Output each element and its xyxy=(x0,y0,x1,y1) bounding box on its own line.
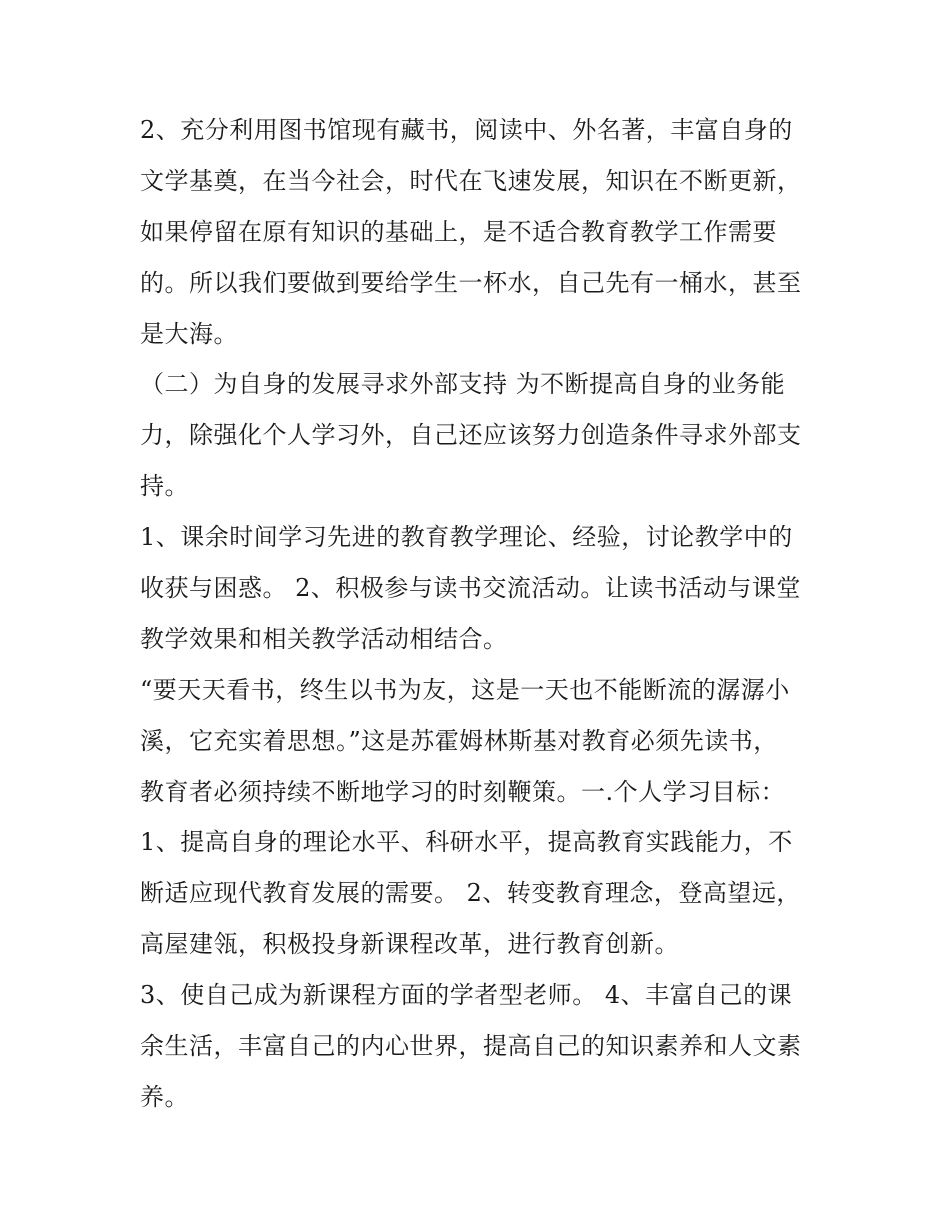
text-line: “要天天看书，终生以书为友，这是一天也不能断流的潺潺小 xyxy=(140,675,790,704)
text-line: 断适应现代教育发展的需要。 2、转变教育理念，登高望远， xyxy=(140,879,801,908)
text-line: 溪，它充实着思想。”这是苏霍姆林斯基对教育必须先读书， xyxy=(140,726,778,755)
text-line: 持。 xyxy=(140,472,189,501)
text-line: 收获与困惑。 2、积极参与读书交流活动。让读书活动与课堂 xyxy=(140,574,801,603)
text-line: 如果停留在原有知识的基础上，是不适合教育教学工作需要 xyxy=(140,217,777,246)
text-line: 余生活，丰富自己的内心世界，提高自己的知识素养和人文素 xyxy=(140,1032,802,1061)
text-line: （二）为自身的发展寻求外部支持 为不断提高自身的业务能 xyxy=(140,370,786,399)
text-line: 3、使自己成为新课程方面的学者型老师。 4、丰富自己的课 xyxy=(140,981,793,1010)
text-line: 教学效果和相关教学活动相结合。 xyxy=(140,624,508,653)
text-line: 1、提高自身的理论水平、科研水平，提高教育实践能力，不 xyxy=(140,828,793,857)
text-line: 养。 xyxy=(140,1082,189,1111)
text-line: 的。所以我们要做到要给学生一杯水，自己先有一桶水，甚至 xyxy=(140,268,802,297)
text-line: 力，除强化个人学习外，自己还应该努力创造条件寻求外部支 xyxy=(140,421,802,450)
text-line: 高屋建瓴，积极投身新课程改革，进行教育创新。 xyxy=(140,930,679,959)
text-line: 1、课余时间学习先进的教育教学理论、经验，讨论教学中的 xyxy=(140,523,793,552)
text-line: 2、充分利用图书馆现有藏书，阅读中、外名著，丰富自身的 xyxy=(140,116,793,144)
text-line: 教育者必须持续不断地学习的时刻鞭策。一.个人学习目标： xyxy=(140,777,786,806)
text-line: 是大海。 xyxy=(140,319,238,348)
document-body xyxy=(140,105,820,1123)
text-line: 文学基奠，在当今社会，时代在飞速发展，知识在不断更新， xyxy=(140,166,802,195)
